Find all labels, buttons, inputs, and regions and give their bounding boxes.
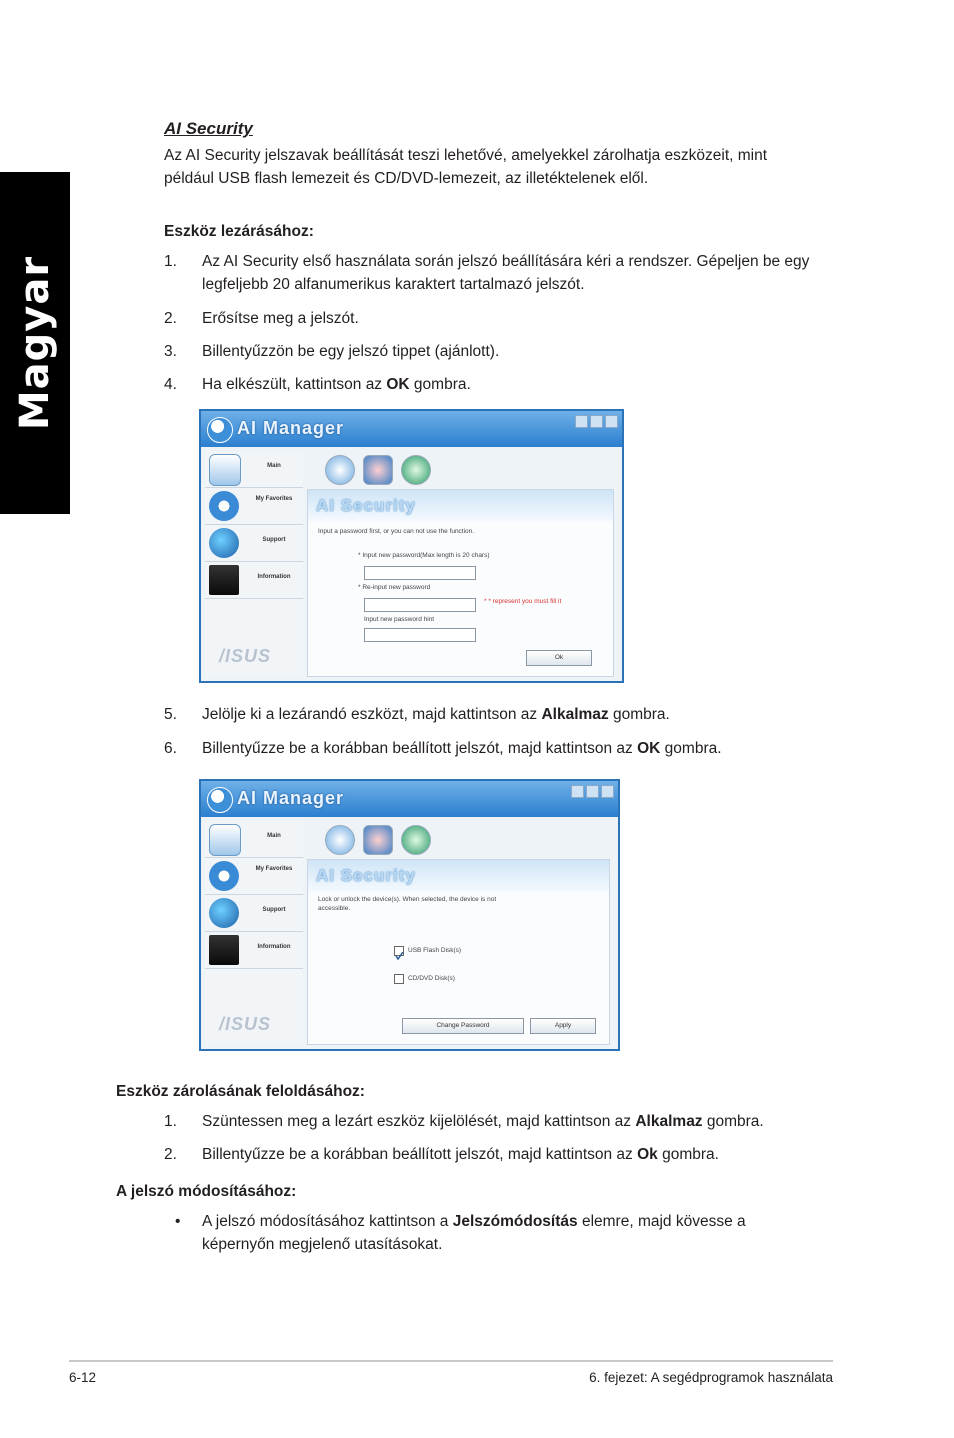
step-5-pre: Jelölje ki a lezárandó eszközt, majd kattintson az <box>202 706 542 723</box>
step-2-text: Erősítse meg a jelszót. <box>202 310 359 327</box>
step-5-bold: Alkalmaz <box>541 706 609 723</box>
help-icon <box>575 415 588 428</box>
step-number: 2. <box>164 1146 177 1163</box>
usb-label: USB Flash Disk(s) <box>408 947 462 954</box>
step-number: 3. <box>164 343 177 360</box>
new-password-label: * Input new password(Max length is 20 chars) <box>358 552 490 559</box>
sidebar-label: My Favorites <box>255 496 293 502</box>
section-title: AI Security <box>164 119 253 138</box>
language-tab <box>0 172 70 514</box>
required-note: * * represent you must fill it <box>484 598 562 605</box>
close-icon <box>605 415 618 428</box>
step-5-text <box>202 703 670 726</box>
ai-manager-logo-icon <box>207 787 233 813</box>
computer-icon <box>209 565 239 595</box>
change-bullet-line-1 <box>202 1210 746 1233</box>
footer-divider <box>69 1360 833 1362</box>
window-icon <box>209 824 241 856</box>
password-hint-input[interactable] <box>364 628 476 642</box>
panel-header <box>308 860 609 892</box>
asus-logo: /ISUS <box>219 646 272 666</box>
reinput-password-label: * Re-input new password <box>358 584 431 591</box>
favorites-icon <box>209 491 239 521</box>
language-label: Magyar <box>12 255 58 431</box>
minimize-icon <box>586 785 599 798</box>
step-number: 2. <box>164 310 177 327</box>
window-title: AI Manager <box>237 418 345 438</box>
feature-tabs <box>325 825 431 855</box>
intro-line-2: például USB flash lemezeit és CD/DVD-lemezeit, az illetéktelenek elől. <box>164 170 649 187</box>
checkmark-icon <box>395 952 403 960</box>
usb-checkbox[interactable] <box>394 946 404 956</box>
step-4-bold: OK <box>386 376 410 393</box>
panel-header <box>308 490 613 522</box>
computer-icon <box>209 935 239 965</box>
step-4-pre: Ha elkészült, kattintson az <box>202 376 387 393</box>
new-password-input[interactable] <box>364 566 476 580</box>
minimize-icon <box>590 415 603 428</box>
sidebar-label: Information <box>257 574 291 580</box>
step-3-text: Billentyűzzön be egy jelszó tippet (ajánlott). <box>202 343 500 360</box>
unlock-step-1-post: gombra. <box>702 1113 764 1130</box>
unlock-step-1-bold: Alkalmaz <box>635 1113 703 1130</box>
password-hint-label: Input new password hint <box>364 616 435 623</box>
change-bullet-line-2: képernyőn megjelenő utasításokat. <box>202 1236 443 1253</box>
unlock-step-2-text <box>202 1143 719 1166</box>
bullet: • <box>175 1213 181 1230</box>
security-panel <box>307 489 614 677</box>
sidebar-item-information <box>205 932 303 969</box>
step-5-post: gombra. <box>608 706 670 723</box>
instruction-text: accessible. <box>318 905 351 912</box>
close-icon <box>601 785 614 798</box>
sidebar <box>205 451 303 677</box>
sidebar-item-main <box>205 821 303 858</box>
instruction-text: Input a password first, or you can not use the function. <box>318 528 475 535</box>
unlock-step-2-post: gombra. <box>657 1146 719 1163</box>
panel-title: AI Security <box>316 866 416 885</box>
title-bar <box>201 411 622 447</box>
window-controls <box>571 785 614 798</box>
globe-icon <box>209 898 239 928</box>
change-password-button[interactable]: Change Password <box>402 1018 524 1034</box>
security-panel <box>307 859 610 1045</box>
step-number: 1. <box>164 253 177 270</box>
help-icon <box>571 785 584 798</box>
sidebar-label: My Favorites <box>255 866 293 872</box>
instruction-text: Lock or unlock the device(s). When selected, the device is not <box>318 896 497 903</box>
unlock-step-1-text <box>202 1110 764 1133</box>
ai-manager-screenshot-password <box>199 409 624 683</box>
unlock-heading: Eszköz zárolásának feloldásához: <box>116 1083 365 1100</box>
chapter-title: 6. fejezet: A segédprogramok használata <box>589 1370 833 1385</box>
step-number: 6. <box>164 740 177 757</box>
ai-disk-icon <box>325 825 355 855</box>
step-number: 4. <box>164 376 177 393</box>
apply-button[interactable]: Apply <box>530 1018 596 1034</box>
ai-disk-icon <box>325 455 355 485</box>
cd-dvd-label: CD/DVD Disk(s) <box>408 975 455 982</box>
page-number: 6-12 <box>69 1370 97 1385</box>
step-4-post: gombra. <box>409 376 471 393</box>
step-number: 5. <box>164 706 177 723</box>
panel-title: AI Security <box>316 496 416 515</box>
window-controls <box>575 415 618 428</box>
sidebar-item-favorites <box>205 858 303 895</box>
unlock-step-2-pre: Billentyűzze be a korábban beállított jelszót, majd kattintson az <box>202 1146 638 1163</box>
ai-security-icon <box>363 455 393 485</box>
step-4-text <box>202 373 471 396</box>
step-1-line-2: legfeljebb 20 alfanumerikus karaktert tartalmazó jelszót. <box>202 276 585 293</box>
ai-booting-icon <box>401 825 431 855</box>
sidebar-label: Main <box>267 833 281 839</box>
feature-tabs <box>325 455 431 485</box>
sidebar-item-information <box>205 562 303 599</box>
window-icon <box>209 454 241 486</box>
globe-icon <box>209 528 239 558</box>
ai-security-icon <box>363 825 393 855</box>
change-bullet-post: elemre, majd kövesse a <box>577 1213 746 1230</box>
sidebar-item-support <box>205 525 303 562</box>
sidebar <box>205 821 303 1045</box>
step-number: 1. <box>164 1113 177 1130</box>
reinput-password-input[interactable] <box>364 598 476 612</box>
ok-button[interactable]: Ok <box>526 650 592 666</box>
favorites-icon <box>209 861 239 891</box>
cd-dvd-checkbox[interactable] <box>394 974 404 984</box>
step-6-pre: Billentyűzze be a korábban beállított jelszót, majd kattintson az <box>202 740 638 757</box>
sidebar-item-favorites <box>205 488 303 525</box>
step-6-post: gombra. <box>660 740 722 757</box>
step-6-bold: OK <box>637 740 661 757</box>
step-6-text <box>202 737 722 760</box>
sidebar-label: Support <box>262 537 286 543</box>
unlock-step-1-pre: Szüntessen meg a lezárt eszköz kijelölését, majd kattintson az <box>202 1113 636 1130</box>
sidebar-label: Support <box>262 907 286 913</box>
title-bar <box>201 781 618 817</box>
unlock-step-2-bold: Ok <box>637 1146 658 1163</box>
lock-heading: Eszköz lezárásához: <box>164 223 314 240</box>
ai-manager-screenshot-lock <box>199 779 620 1051</box>
asus-logo: /ISUS <box>219 1014 272 1034</box>
intro-line-1: Az AI Security jelszavak beállítását teszi lehetővé, amelyekkel zárolhatja eszközeit, mint <box>164 147 768 164</box>
ai-manager-logo-icon <box>207 417 233 443</box>
sidebar-label: Main <box>267 463 281 469</box>
step-1-line-1: Az AI Security első használata során jelszó beállítására kéri a rendszer. Gépeljen be egy <box>202 253 810 270</box>
change-bullet-pre: A jelszó módosításához kattintson a <box>202 1213 453 1230</box>
window-title: AI Manager <box>237 788 345 808</box>
change-bullet-bold: Jelszómódosítás <box>452 1213 578 1230</box>
sidebar-item-main <box>205 451 303 488</box>
ai-booting-icon <box>401 455 431 485</box>
change-password-heading: A jelszó módosításához: <box>116 1183 297 1200</box>
sidebar-item-support <box>205 895 303 932</box>
sidebar-label: Information <box>257 944 291 950</box>
